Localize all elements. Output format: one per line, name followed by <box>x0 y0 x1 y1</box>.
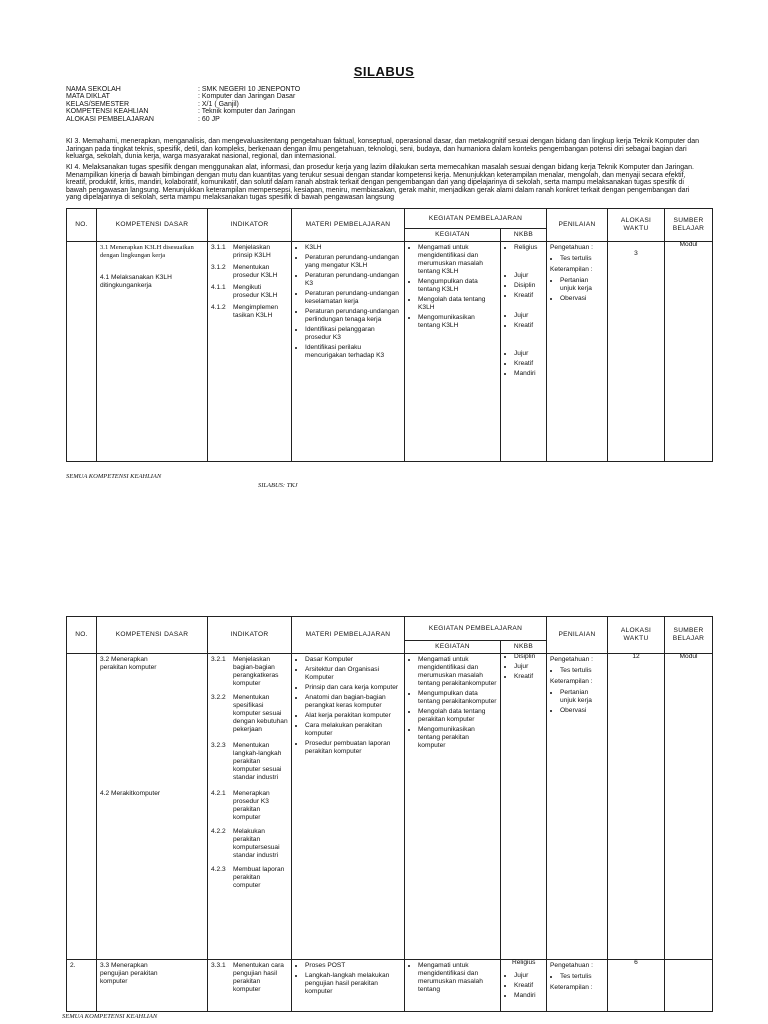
materi-item: • Identifikasi perilaku mencurigakan terhadap K3 <box>305 344 401 360</box>
materi-item: • Identifikasi pelanggaran prosedur K3 <box>305 326 401 342</box>
cell-kd <box>97 242 208 462</box>
kegiatan-item: • Mengamati untuk mengidentifikasi dan merumuskan masalah tentang <box>418 962 497 994</box>
kegiatan-item: • Mengamati untuk mengidentifikasi dan merumuskan masalah tentang perakitankomputer <box>418 656 497 688</box>
cell-alokasi: 3 <box>608 242 665 462</box>
th-indikator: INDIKATOR <box>208 209 292 242</box>
indikator-number: 4.2.2 <box>211 828 226 835</box>
meta-value: : SMK NEGERI 10 JENEPONTO <box>198 86 301 93</box>
th-sumber: SUMBER BELAJAR <box>665 209 713 242</box>
th-alokasi: ALOKASI WAKTU <box>608 617 665 654</box>
materi-item: • Prosedur pembuatan laporan perakitan komputer <box>305 740 401 756</box>
nkbb-item: • Disiplin <box>514 282 543 290</box>
cell-kegiatan <box>405 654 501 960</box>
th-nkbb: NKBB <box>501 641 547 654</box>
meta-row <box>66 93 300 100</box>
indikator-text: Menjelaskan prinsip K3LH <box>233 244 271 259</box>
indikator-text: Menerapkan prosedur K3 perakitan komputer <box>233 790 270 821</box>
cell-materi <box>292 242 405 462</box>
nkbb-item: • Jujur <box>514 663 543 671</box>
ki3-text: KI 3. Memahami, menerapkan, menganalisis, dan mengevaluasitentang pengetahuan faktual, konseptual, operasional dasar, dan metakognitif sesuai dengan bidang dan lingkup kerja Teknik Komputer dan Jaringan pada tingkat teknis, spesifik, detil, dan kompleks, berkenaan dengan ilmu pengetahuan, teknologi, seni, budaya, dan humaniora dalam konteks pengembangan potensi diri sebagai bagian dari keluarga, sekolah, dunia kerja, warga masyarakat nasional, regional, dan internasional. <box>66 138 700 160</box>
footer-center: SILABUS: TKJ <box>258 482 298 489</box>
th-kegiatan-sub: KEGIATAN <box>405 641 501 654</box>
cell-no <box>67 242 97 462</box>
indikator-item <box>211 304 288 320</box>
meta-row <box>66 116 300 123</box>
th-no: NO. <box>67 617 97 654</box>
indikator-number: 3.2.1 <box>211 656 226 663</box>
meta-value: : X/1 ( Ganjil) <box>198 100 239 108</box>
cell-materi <box>292 960 405 1012</box>
nkbb-item: • Mandiri <box>514 370 543 378</box>
kegiatan-item: • Mengolah data tentang K3LH <box>418 296 497 312</box>
nkbb-item: • Kreatif <box>514 292 543 300</box>
kd-item: 3.2 Menerapkan perakitan komputer <box>100 656 157 671</box>
th-kd: KOMPETENSI DASAR <box>97 209 208 242</box>
indikator-number: 3.1.1 <box>211 244 226 251</box>
indikator-item <box>211 828 288 860</box>
indikator-number: 3.2.2 <box>211 694 226 701</box>
cell-alokasi: 12 <box>608 654 665 960</box>
meta-label: KOMPETENSI KEAHLIAN <box>66 108 149 116</box>
indikator-number: 4.1.1 <box>211 284 226 291</box>
cell-alokasi: 6 <box>608 960 665 1012</box>
materi-item: • Proses POST <box>305 962 401 970</box>
th-penilaian: PENILAIAN <box>547 617 608 654</box>
indikator-item <box>211 866 288 890</box>
th-alokasi: ALOKASI WAKTU <box>608 209 665 242</box>
kegiatan-item: • Mengomunikasikan tentang K3LH <box>418 314 497 330</box>
indikator-text: Menentukan langkah-langkah perakitan komputer sesuai standar industri <box>233 742 282 781</box>
indikator-item <box>211 790 288 822</box>
nkbb-item: • Jujur <box>514 312 543 320</box>
cell-indikator <box>208 242 292 462</box>
penilaian-keterampilan: Keterampilan : <box>550 678 593 685</box>
cell-materi <box>292 654 405 960</box>
kd-item: 3.3 Menerapkan pengujian perakitan komputer <box>100 962 158 985</box>
penilaian-item: • Obervasi <box>560 707 604 715</box>
indikator-text: Membuat laporan perakitan computer <box>233 866 285 889</box>
meta-value: : Komputer dan Jaringan Dasar <box>198 93 296 101</box>
nkbb-item: • Jujur <box>514 272 543 280</box>
materi-item: • K3LH <box>305 244 401 252</box>
meta-label: KELAS/SEMESTER <box>66 100 130 108</box>
th-materi: MATERI PEMBELAJARAN <box>292 617 405 654</box>
kd-item: 3.1 Menerapkan K3LH disesuaikan dengan lingkungan kerja <box>100 244 194 259</box>
materi-item: • Cara melakukan perakitan komputer <box>305 722 401 738</box>
penilaian-pengetahuan: Pengetahuan : <box>550 962 593 969</box>
materi-item: • Peraturan perundang-undangan yang mengatur K3LH <box>305 254 401 270</box>
penilaian-pengetahuan: Pengetahuan : <box>550 244 593 251</box>
cell-indikator <box>208 960 292 1012</box>
indikator-number: 4.1.2 <box>211 304 226 311</box>
syllabus-table-1 <box>66 208 713 462</box>
materi-item: • Anatomi dan bagian-bagian perangkat keras komputer <box>305 694 401 710</box>
indikator-number: 3.2.3 <box>211 742 226 749</box>
th-kegiatan: KEGIATAN PEMBELAJARAN <box>405 209 547 229</box>
nkbb-top: Religius <box>512 959 536 966</box>
cell-no: 2. <box>67 960 97 1012</box>
syllabus-table-2 <box>66 616 713 1012</box>
kegiatan-item: • Mengumpulkan data tentang K3LH <box>418 278 497 294</box>
cell-nkbb <box>501 960 547 1012</box>
nkbb-item: • Kreatif <box>514 360 543 368</box>
penilaian-keterampilan: Keterampilan : <box>550 984 593 991</box>
page-title: SILABUS <box>353 64 415 79</box>
cell-kd <box>97 960 208 1012</box>
penilaian-pengetahuan: Pengetahuan : <box>550 656 593 663</box>
materi-item: • Dasar Komputer <box>305 656 401 664</box>
th-no: NO. <box>67 209 97 242</box>
school-meta <box>66 86 300 123</box>
cell-kegiatan <box>405 242 501 462</box>
kegiatan-item: • Mengumpulkan data tentang perakitankomputer <box>418 690 497 706</box>
footer-left-2: SEMUA KOMPETENSI KEAHLIAN <box>62 1013 158 1020</box>
th-materi: MATERI PEMBELAJARAN <box>292 209 405 242</box>
cell-penilaian <box>547 242 608 462</box>
meta-row <box>66 108 300 115</box>
indikator-item <box>211 264 288 280</box>
meta-row <box>66 86 300 93</box>
penilaian-item: • Obervasi <box>560 295 604 303</box>
meta-label: NAMA SEKOLAH <box>66 86 121 93</box>
penilaian-item: • Tes tertulis <box>560 973 604 981</box>
cell-sumber: Modul <box>665 242 713 462</box>
penilaian-item: • Tes tertulis <box>560 667 604 675</box>
indikator-text: Melakukan perakitan komputersesuai standar industri <box>233 828 280 859</box>
indikator-text: Mengimplemen tasikan K3LH <box>233 304 279 319</box>
kegiatan-item: • Mengamati untuk mengidentifikasi dan merumuskan masalah tentang K3LH <box>418 244 497 276</box>
penilaian-keterampilan: Keterampilan : <box>550 266 593 273</box>
nkbb-item: • Mandiri <box>514 992 543 1000</box>
th-sumber: SUMBER BELAJAR <box>665 617 713 654</box>
cell-no <box>67 654 97 960</box>
indikator-number: 3.1.2 <box>211 264 226 271</box>
penilaian-item: • Pertanian unjuk kerja <box>560 277 604 293</box>
materi-item: • Peraturan perundang-undangan K3 <box>305 272 401 288</box>
indikator-item <box>211 694 288 734</box>
cell-penilaian <box>547 960 608 1012</box>
nkbb-item: • Jujur <box>514 972 543 980</box>
th-kegiatan-sub: KEGIATAN <box>405 229 501 242</box>
kd-item: 4.1 Melaksanakan K3LH ditingkungankerja <box>100 274 172 289</box>
indikator-text: Menentukan cara pengujian hasil perakitan komputer <box>233 962 284 993</box>
meta-value: : Teknik komputer dan Jaringan <box>198 108 296 116</box>
materi-item: • Peraturan perundang-undangan perlindungan tenaga kerja <box>305 308 401 324</box>
indikator-number: 3.3.1 <box>211 962 226 969</box>
nkbb-item: • Kreatif <box>514 673 543 681</box>
materi-item: • Prinsip dan cara kerja komputer <box>305 684 401 692</box>
cell-nkbb <box>501 654 547 960</box>
th-kd: KOMPETENSI DASAR <box>97 617 208 654</box>
penilaian-item: • Pertanian unjuk kerja <box>560 689 604 705</box>
cell-indikator <box>208 654 292 960</box>
indikator-text: Menjelaskan bagian-bagian perangkatkeras komputer <box>233 656 279 687</box>
meta-value: : 60 JP <box>198 115 220 123</box>
materi-item: • Langkah-langkah melakukan pengujian hasil perakitan komputer <box>305 972 401 996</box>
meta-row <box>66 101 300 108</box>
nkbb-item: • Kreatif <box>514 982 543 990</box>
indikator-text: Mengikuti prosedur K3LH <box>233 284 278 299</box>
cell-kd <box>97 654 208 960</box>
materi-item: • Arsitektur dan Organisasi Komputer <box>305 666 401 682</box>
kegiatan-item: • Mengolah data tentang perakitan komputer <box>418 708 497 724</box>
indikator-item <box>211 656 288 688</box>
indikator-item <box>211 284 288 300</box>
th-nkbb: NKBB <box>501 229 547 242</box>
indikator-item <box>211 962 288 994</box>
indikator-item <box>211 742 288 782</box>
th-penilaian: PENILAIAN <box>547 209 608 242</box>
nkbb-item: • Disiplin <box>514 653 543 661</box>
indikator-number: 4.2.3 <box>211 866 226 873</box>
penilaian-item: • Tes tertulis <box>560 255 604 263</box>
materi-item: • Peraturan perundang-undangan keselamatan kerja <box>305 290 401 306</box>
nkbb-item: • Religius <box>514 244 543 252</box>
kd-item: 4.2 Merakitkomputer <box>100 790 161 797</box>
materi-item: • Alat kerja perakitan komputer <box>305 712 401 720</box>
cell-sumber: Modul <box>665 654 713 960</box>
cell-penilaian <box>547 654 608 960</box>
cell-sumber <box>665 960 713 1012</box>
kegiatan-item: • Mengomunikasikan tentang perakitan komputer <box>418 726 497 750</box>
th-kegiatan: KEGIATAN PEMBELAJARAN <box>405 617 547 641</box>
nkbb-item: • Jujur <box>514 350 543 358</box>
ki4-text: KI 4. Melaksanakan tugas spesifik dengan menggunakan alat, informasi, dan prosedur kerja yang lazim dilakukan serta memecahkan masalah sesuai dengan bidang kerja Teknik Komputer dan Jaringan. Menampilkan kinerja di bawah bimbingan dengan mutu dan kuantitas yang terukur sesuai dengan standar kompetensi kerja. Menunjukkan keterampilan menalar, mengolah, dan menyaji secara efektif, kreatif, produktif, kritis, mandiri, kolaboratif, komunikatif, dan solutif dalam ranah abstrak terkait dengan pengembangan dari yang dipelajarinya di sekolah, serta mampu melaksanakan tugas spesifik di bawah pengawasan langsung. Menunjukkan keterampilan mempersepsi, kesiapan, meniru, membiasakan, gerak mahir, menjadikan gerak alami dalam ranah konkret terkait dengan pengembangan dari yang dipelajarinya di sekolah, serta mampu melaksanakan tugas spesifik di bawah pengawasan langsung <box>66 164 694 201</box>
indikator-text: Menentukan prosedur K3LH <box>233 264 278 279</box>
nkbb-item: • Kreatif <box>514 322 543 330</box>
indikator-number: 4.2.1 <box>211 790 226 797</box>
cell-kegiatan <box>405 960 501 1012</box>
meta-label: MATA DIKLAT <box>66 93 110 101</box>
cell-nkbb <box>501 242 547 462</box>
th-indikator: INDIKATOR <box>208 617 292 654</box>
footer-left: SEMUA KOMPETENSI KEAHLIAN <box>66 473 162 480</box>
indikator-text: Menentukan spesifikasi komputer sesuai dengan kebutuhan pekerjaan <box>233 694 288 733</box>
meta-label: ALOKASI PEMBELAJARAN <box>66 115 154 123</box>
indikator-item <box>211 244 288 260</box>
